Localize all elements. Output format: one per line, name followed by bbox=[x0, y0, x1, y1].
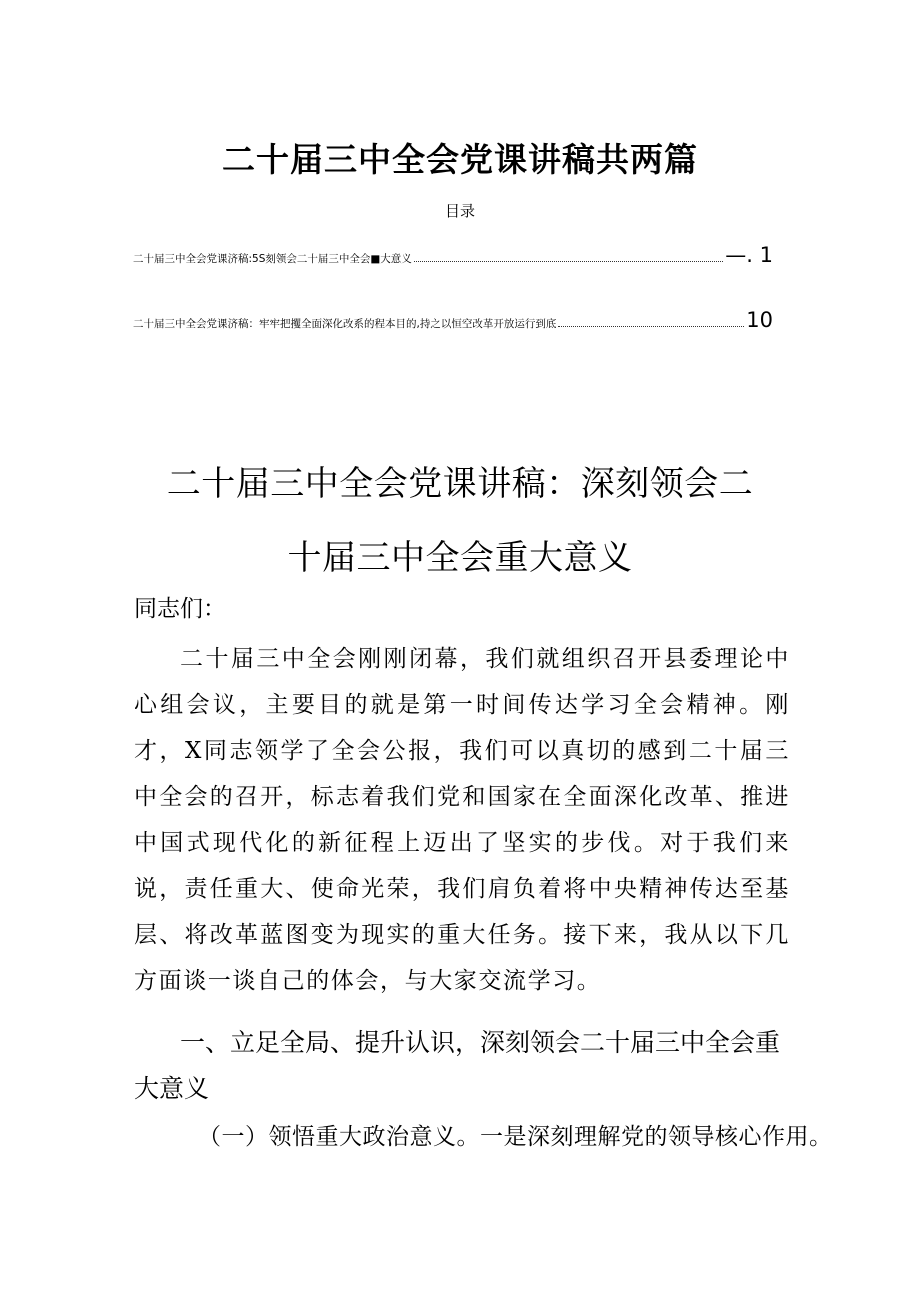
toc-entry[interactable] bbox=[133, 308, 773, 332]
toc-entry-page: 10 bbox=[746, 308, 773, 332]
toc-leader-dots bbox=[558, 326, 744, 327]
toc-entry[interactable] bbox=[133, 243, 773, 267]
section-title-line-1: 二十届三中全会党课讲稿：深刻领会二 bbox=[166, 464, 754, 504]
greeting: 同志们： bbox=[134, 596, 226, 622]
toc-heading: 目录 bbox=[444, 202, 475, 220]
section-title-line-2: 十届三中全会重大意义 bbox=[287, 538, 633, 578]
subsection-heading: （一）领悟重大政治意义。一是深刻理解党的领导核心作用。 bbox=[198, 1124, 833, 1150]
toc-entry-page: —. 1 bbox=[725, 243, 773, 267]
document-title: 二十届三中全会党课讲稿共两篇 bbox=[222, 140, 698, 179]
body-paragraph: 二十届三中全会刚刚闭幕，我们就组织召开县委理论中心组会议，主要目的就是第一时间传达学习全会精神。刚才，X同志领学了全会公报，我们可以真切的感到二十届三中全会的召开，标志着我们党和国家在全面深化改革、推进中国式现代化的新征程上迈出了坚实的步伐。对于我们来说，责任重大、使命光荣，我们肩负着将中央精神传达至基层、将改革蓝图变为现实的重大任务。接下来，我从以下几方面谈一谈自己的体会，与大家交流学习。 bbox=[134, 646, 790, 994]
toc-entry-text: 二十届三中全会党课济稿:5S刻领会二十届三中全会■大意义 bbox=[133, 253, 412, 265]
toc-entry-text: 二十届三中全会党课济稿：牢牢把攫全面深化改系的程本目的,持之以恒空改革开放运行到底 bbox=[133, 318, 557, 330]
toc-leader-dots bbox=[414, 261, 723, 262]
section-heading: 一、立足全局、提升认识，深刻领会二十届三中全会重大意义 bbox=[134, 1028, 781, 1103]
